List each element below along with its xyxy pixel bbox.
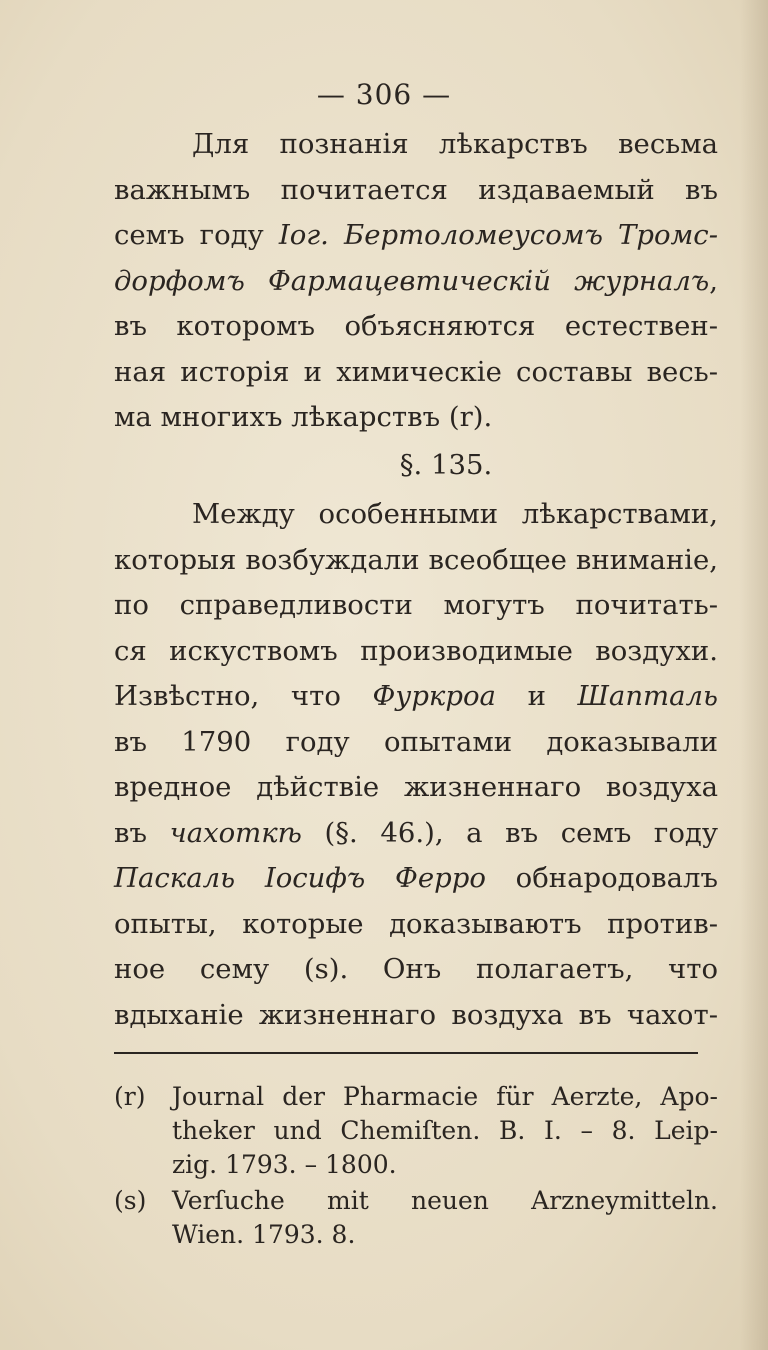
text-line: Для познанія лѣкарствъ весьма [192, 128, 718, 160]
text-fragment: (§. 46.), а въ семъ году [301, 816, 718, 849]
footnotes [114, 1080, 718, 1254]
text-line [114, 259, 718, 305]
text-line: вдыханіе жизненнаго воздуха въ чахот- [114, 998, 718, 1031]
footnote-line: Journal der Pharmacie für Aerzte, Apo- [172, 1082, 718, 1111]
text-line [114, 811, 718, 857]
footnote-text [172, 1080, 718, 1182]
paragraph-1 [114, 122, 718, 441]
footnote-text [172, 1184, 718, 1252]
text-line [114, 674, 718, 720]
author-name: Іог. Бертоломеусомъ Тромс- [278, 219, 718, 251]
footnote-line: zig. 1793. – 1800. [172, 1150, 397, 1179]
footnote-line: Wien. 1793. 8. [172, 1220, 356, 1249]
footnote-mark: (s) [114, 1186, 147, 1215]
person-name: Шапталь [577, 680, 718, 712]
person-name: Фуркроа [372, 680, 496, 712]
text-fragment: обнародовалъ [485, 862, 718, 894]
text-line: ма многихъ лѣкарствъ (r). [114, 401, 493, 433]
footnote-rule [114, 1052, 698, 1054]
journal-title: дорфомъ Фармацевтическій журналъ [114, 264, 710, 297]
text-line [114, 213, 718, 259]
text-fragment: семъ году [114, 219, 279, 251]
text-fragment: Извѣстно, что [114, 680, 373, 712]
text-line [114, 856, 718, 902]
text-line: въ которомъ объясняются естествен- [114, 310, 718, 342]
text-line: Между особенными лѣкарствами, [192, 498, 718, 530]
person-name: Паскаль Іосифъ Ферро [114, 862, 486, 894]
paragraph-2 [114, 492, 718, 1038]
text-line: ная исторія и химическіе составы весь- [114, 355, 718, 388]
text-fragment: въ [114, 816, 170, 849]
text-line: вредное дѣйствіе жизненнаго воздуха [114, 771, 718, 803]
text-fragment: и [495, 680, 578, 712]
text-line: въ 1790 году опытами доказывали [114, 725, 718, 758]
footnote-line: theker und Chemiſten. B. I. – 8. Leip- [172, 1116, 718, 1145]
text-fragment: , [709, 264, 718, 297]
footnote-mark: (r) [114, 1082, 146, 1111]
text-line: ное сему (s). Онъ полагаетъ, что [114, 953, 718, 985]
text-line: которыя возбуждали всеобщее вниманіе, [114, 543, 718, 576]
page-edge-shadow [740, 0, 768, 1350]
text-line: важнымъ почитается издаваемый въ [114, 173, 718, 206]
page-number: — 306 — [316, 78, 452, 111]
main-text [114, 122, 718, 1038]
text-line: по справедливости могутъ почитать- [114, 589, 718, 621]
footnote-r [114, 1080, 718, 1182]
disease-term: чахоткѣ [169, 816, 302, 849]
text-line: ся искуствомъ производимые воздухи. [114, 634, 718, 667]
footnote-line: Verſuche mit neuen Arzneymitteln. [172, 1186, 718, 1215]
footnote-s [114, 1184, 718, 1252]
text-line: опыты, которые доказываютъ против- [114, 907, 718, 940]
section-heading: §. 135. [399, 448, 493, 481]
